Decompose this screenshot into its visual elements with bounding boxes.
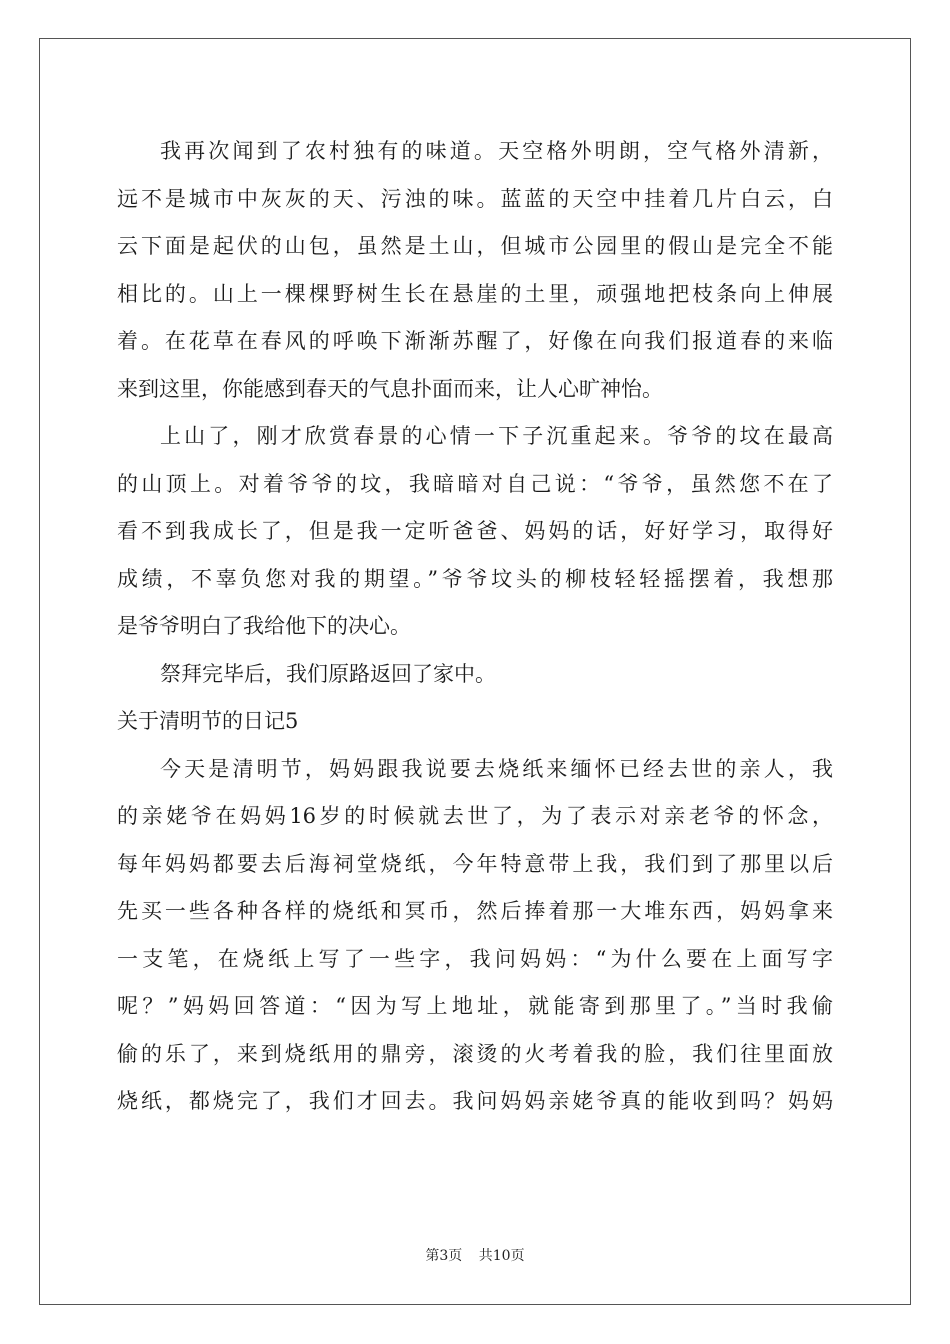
text-line: 着。在花草在春风的呼唤下渐渐苏醒了，好像在向我们报道春的来临 xyxy=(117,329,833,353)
text-line: 上山了，刚才欣赏春景的心情一下子沉重起来。爷爷的坟在最高 xyxy=(160,424,833,448)
paragraph xyxy=(117,413,833,651)
text-line: 是爷爷明白了我给他下的决心。 xyxy=(117,614,411,638)
text-line: 先买一些各种各样的烧纸和冥币，然后捧着那一大堆东西，妈妈拿来 xyxy=(117,899,833,923)
paragraph xyxy=(117,746,833,1126)
paragraph xyxy=(117,128,833,413)
text-line: 每年妈妈都要去后海祠堂烧纸，今年特意带上我，我们到了那里以后 xyxy=(117,851,833,876)
page-number: 第3页 xyxy=(425,1248,463,1264)
page-footer xyxy=(0,1245,950,1265)
text-line: 来到这里，你能感到春天的气息扑面而来，让人心旷神怡。 xyxy=(117,376,663,401)
text-line: 看不到我成长了，但是我一定听爸爸、妈妈的话，好好学习，取得好 xyxy=(117,519,833,543)
text-line: 我再次闻到了农村独有的味道。天空格外明朗，空气格外清新， xyxy=(160,139,833,163)
text-line: 云下面是起伏的山包，虽然是土山，但城市公园里的假山是完全不能 xyxy=(117,234,833,258)
section-heading: 关于清明节的日记5 xyxy=(117,709,299,733)
text-line: 偷的乐了，来到烧纸用的鼎旁，滚烫的火考着我的脸，我们往里面放 xyxy=(117,1041,833,1066)
text-line: 成绩，不辜负您对我的期望。”爷爷坟头的柳枝轻轻摇摆着，我想那 xyxy=(117,566,833,591)
text-line: 远不是城市中灰灰的天、污浊的味。蓝蓝的天空中挂着几片白云，白 xyxy=(117,186,833,211)
page-total: 共10页 xyxy=(478,1248,525,1264)
paragraph xyxy=(117,651,833,699)
text-line: 相比的。山上一棵棵野树生长在悬崖的土里，顽强地把枝条向上伸展 xyxy=(117,281,833,306)
text-line: 呢？”妈妈回答道：“因为写上地址，就能寄到那里了。”当时我偷 xyxy=(117,994,833,1018)
text-line: 一支笔，在烧纸上写了一些字，我问妈妈：“为什么要在上面写字 xyxy=(117,946,833,971)
document-body xyxy=(117,128,833,1126)
text-line: 今天是清明节，妈妈跟我说要去烧纸来缅怀已经去世的亲人，我 xyxy=(160,756,833,781)
text-line: 的亲姥爷在妈妈16岁的时候就去世了，为了表示对亲老爷的怀念， xyxy=(117,804,833,828)
text-line: 烧纸，都烧完了，我们才回去。我问妈妈亲姥爷真的能收到吗？妈妈 xyxy=(117,1089,833,1113)
text-line: 的山顶上。对着爷爷的坟，我暗暗对自己说：“爷爷，虽然您不在了 xyxy=(117,471,833,496)
text-line: 祭拜完毕后，我们原路返回了家中。 xyxy=(160,661,496,686)
